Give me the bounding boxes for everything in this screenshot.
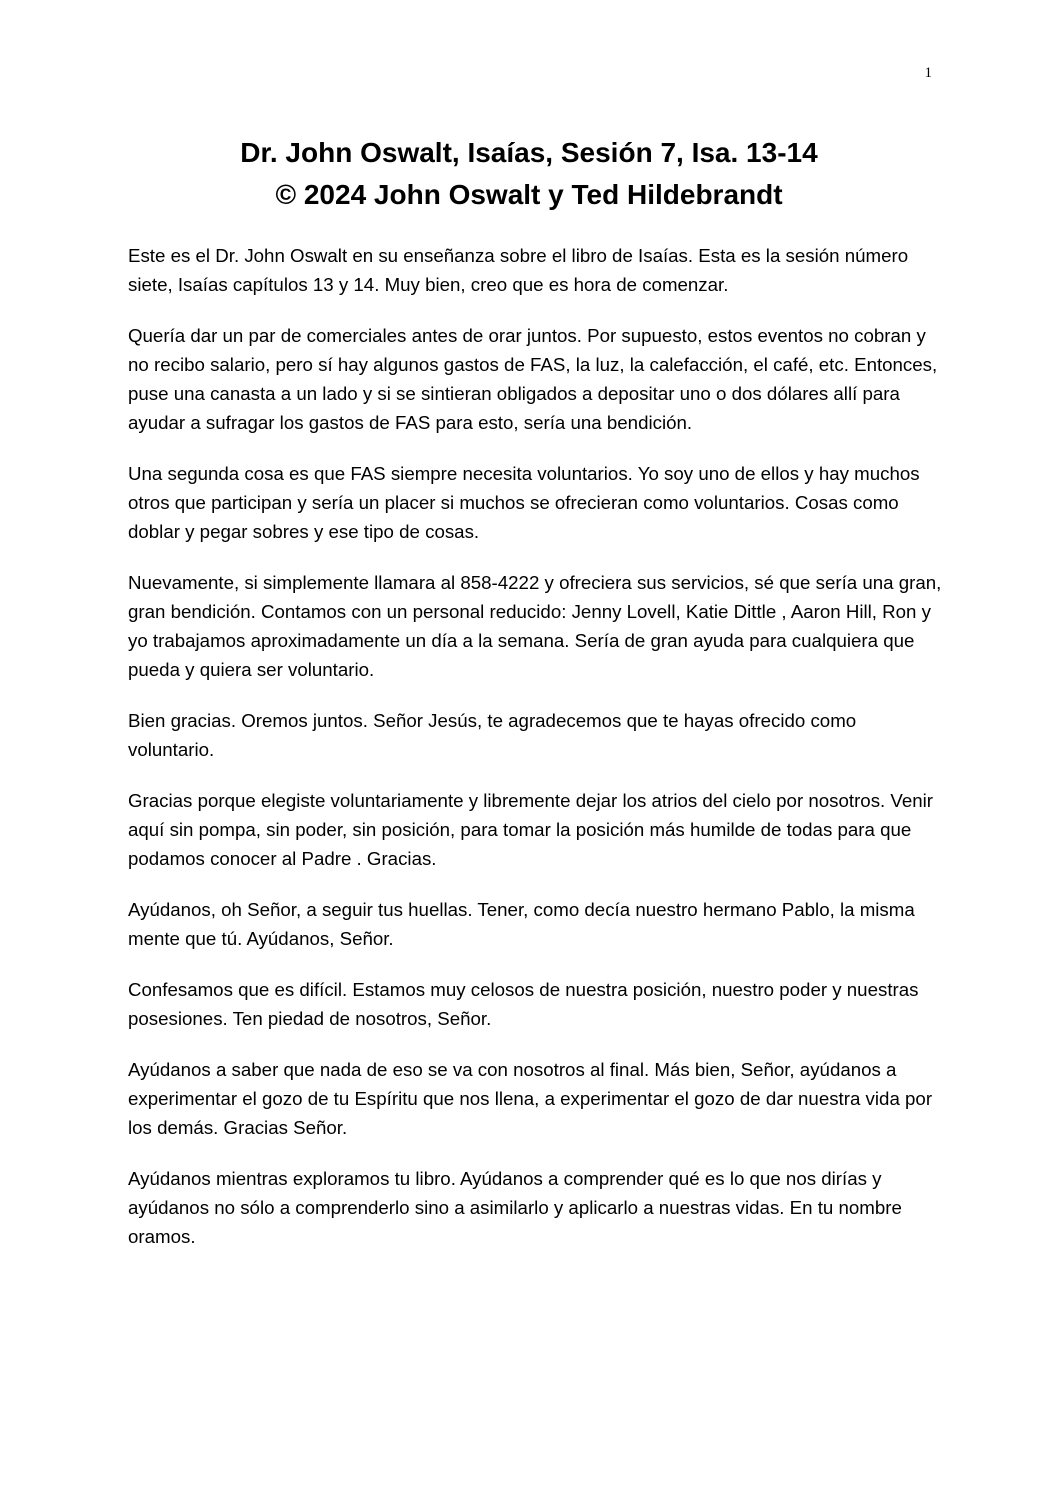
page-number: 1 xyxy=(924,65,932,81)
paragraph-3: Una segunda cosa es que FAS siempre necesita voluntarios. Yo soy uno de ellos y hay muchos otros que participan y sería un placer si muchos se ofrecieran como voluntarios. Cosas como doblar y pegar sobres y ese tipo de cosas. xyxy=(128,463,920,542)
document-title xyxy=(0,132,1058,216)
title-line-1: Dr. John Oswalt, Isaías, Sesión 7, Isa. 13-14 xyxy=(240,137,818,168)
paragraph-9: Ayúdanos a saber que nada de eso se va con nosotros al final. Más bien, Señor, ayúdanos a experimentar el gozo de tu Espíritu que nos llena, a experimentar el gozo de dar nuestra vida por los demás. Gracias Señor. xyxy=(128,1059,933,1138)
paragraph-7: Ayúdanos, oh Señor, a seguir tus huellas. Tener, como decía nuestro hermano Pablo, la misma mente que tú. Ayúdanos, Señor. xyxy=(128,899,915,949)
paragraph-8: Confesamos que es difícil. Estamos muy celosos de nuestra posición, nuestro poder y nuestras posesiones. Ten piedad de nosotros, Señor. xyxy=(128,979,919,1029)
paragraph-1: Este es el Dr. John Oswalt en su enseñanza sobre el libro de Isaías. Esta es la sesión número siete, Isaías capítulos 13 y 14. Muy bien, creo que es hora de comenzar. xyxy=(128,245,909,295)
paragraph-10: Ayúdanos mientras exploramos tu libro. Ayúdanos a comprender qué es lo que nos dirías y ayúdanos no sólo a comprenderlo sino a asimilarlo y aplicarlo a nuestras vidas. En tu nombre oramos. xyxy=(128,1168,902,1247)
paragraph-4: Nuevamente, si simplemente llamara al 858-4222 y ofreciera sus servicios, sé que sería una gran, gran bendición. Contamos con un personal reducido: Jenny Lovell, Katie Dittle , Aaron Hill, Ron y yo trabajamos aproximadamente un día a la semana. Sería de gran ayuda para cualquiera que pueda y quiera ser voluntario. xyxy=(128,572,942,680)
title-line-2: © 2024 John Oswalt y Ted Hildebrandt xyxy=(275,179,783,210)
document-body xyxy=(128,241,943,1273)
paragraph-6: Gracias porque elegiste voluntariamente y libremente dejar los atrios del cielo por nosotros. Venir aquí sin pompa, sin poder, sin posición, para tomar la posición más humilde de todas para que podamos conocer al Padre . Gracias. xyxy=(128,790,934,869)
paragraph-2: Quería dar un par de comerciales antes de orar juntos. Por supuesto, estos eventos no cobran y no recibo salario, pero sí hay algunos gastos de FAS, la luz, la calefacción, el café, etc. Entonces, puse una canasta a un lado y si se sintieran obligados a depositar uno o dos dólares allí para ayudar a sufragar los gastos de FAS para esto, sería una bendición. xyxy=(128,325,938,433)
paragraph-5: Bien gracias. Oremos juntos. Señor Jesús, te agradecemos que te hayas ofrecido como voluntario. xyxy=(128,710,857,760)
